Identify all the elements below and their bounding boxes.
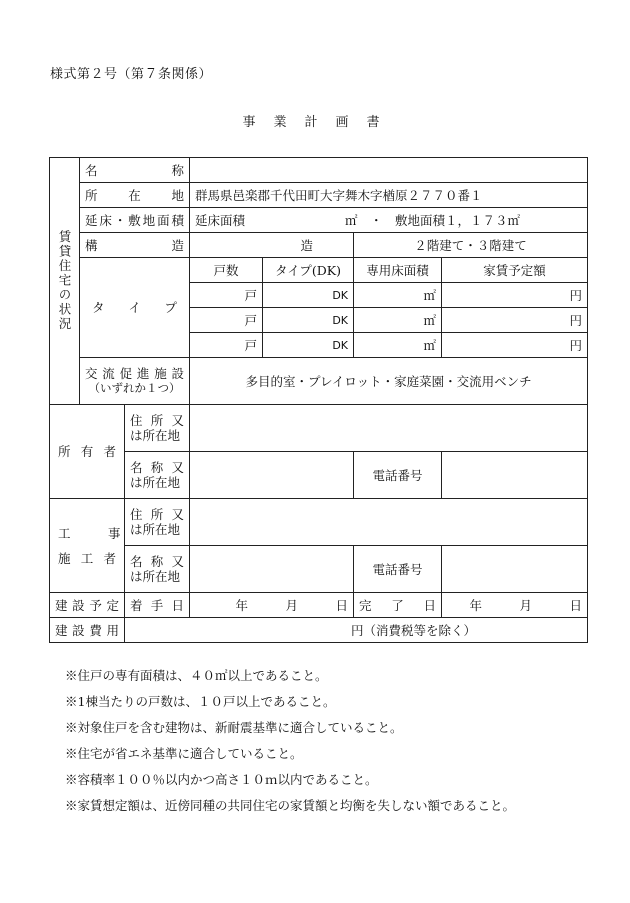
rental-section-label: 賃貸住宅の状況 xyxy=(50,158,80,405)
note-item: ※対象住戸を含む建物は、新耐震基準に適合していること。 xyxy=(65,720,403,735)
structure-label: 構造 xyxy=(80,233,190,258)
cost-label: 建設費用 xyxy=(50,618,125,643)
end-date-field[interactable]: 年 月 日 xyxy=(442,593,588,618)
builder-address-label xyxy=(125,499,190,546)
type-cell[interactable]: DK xyxy=(263,308,354,333)
note-item: ※容積率１００％以内かつ高さ１０ｍ以内であること。 xyxy=(65,772,378,787)
builder-address-field[interactable] xyxy=(190,499,588,546)
end-date-label: 完了日 xyxy=(354,593,442,618)
facility-label-note: （いずれか１つ） xyxy=(88,381,181,395)
builder-address-label-line1: 住所又 xyxy=(130,507,185,522)
structure-field[interactable]: 造 xyxy=(190,233,354,258)
type-cell[interactable]: DK xyxy=(263,283,354,308)
page-title: 事業計画書 xyxy=(242,115,398,130)
notes-list xyxy=(65,663,515,819)
note-item: ※1棟当たりの戸数は、１０戸以上であること。 xyxy=(65,694,336,709)
note-item: ※住宅が省エネ基準に適合していること。 xyxy=(65,746,303,761)
location-label: 所在地 xyxy=(80,183,190,208)
units-cell[interactable]: 戸 xyxy=(190,283,263,308)
builder-label-line1: 工 事 xyxy=(58,525,121,541)
note-item: ※家賃想定額は、近傍同種の共同住宅の家賃額と均衡を失しない額であること。 xyxy=(65,798,516,813)
owner-name-label-line1: 名称又 xyxy=(130,460,185,475)
owner-name-label xyxy=(125,452,190,499)
col-rent-header: 家賃予定額 xyxy=(442,258,588,283)
builder-phone-label: 電話番号 xyxy=(354,546,442,593)
start-date-field[interactable]: 年 月 日 xyxy=(190,593,354,618)
owner-phone-field[interactable] xyxy=(442,452,588,499)
col-units-header: 戸数 xyxy=(190,258,263,283)
col-type-header: タイプ(DK) xyxy=(263,258,354,283)
area-cell[interactable]: ㎡ xyxy=(354,308,442,333)
owner-name-field[interactable] xyxy=(190,452,354,499)
cost-field[interactable]: 円（消費税等を除く） xyxy=(125,618,588,643)
schedule-label: 建設予定 xyxy=(50,593,125,618)
rent-cell[interactable]: 円 xyxy=(442,308,588,333)
builder-address-label-line2: は所在地 xyxy=(130,522,181,537)
builder-name-label xyxy=(125,546,190,593)
units-cell[interactable]: 戸 xyxy=(190,333,263,358)
builder-label xyxy=(50,499,125,593)
facility-field[interactable]: 多目的室・プレイロット・家庭菜園・交流用ベンチ xyxy=(190,358,588,405)
owner-name-label-line2: は所在地 xyxy=(130,475,181,490)
owner-phone-label: 電話番号 xyxy=(354,452,442,499)
owner-label: 所有者 xyxy=(50,405,125,499)
owner-address-label-line2: は所在地 xyxy=(130,428,181,443)
form-number: 様式第２号（第７条関係） xyxy=(50,67,213,82)
area-cell[interactable]: ㎡ xyxy=(354,333,442,358)
name-field[interactable] xyxy=(190,158,588,183)
rent-cell[interactable]: 円 xyxy=(442,333,588,358)
owner-address-label xyxy=(125,405,190,452)
units-cell[interactable]: 戸 xyxy=(190,308,263,333)
builder-name-label-line2: は所在地 xyxy=(130,569,181,584)
owner-address-label-line1: 住所又 xyxy=(130,413,185,428)
start-date-label: 着手日 xyxy=(125,593,190,618)
note-item: ※住戸の専有面積は、４０㎡以上であること。 xyxy=(65,668,328,683)
builder-phone-field[interactable] xyxy=(442,546,588,593)
facility-label xyxy=(80,358,190,405)
rent-cell[interactable]: 円 xyxy=(442,283,588,308)
type-cell[interactable]: DK xyxy=(263,333,354,358)
location-field[interactable]: 群馬県邑楽郡千代田町大字舞木字楢原２７７０番１ xyxy=(190,183,588,208)
facility-label-text: 交流促進施設 xyxy=(85,366,185,381)
area-field[interactable]: 延床面積 ㎡ ・ 敷地面積１，１７３㎡ xyxy=(190,208,588,233)
area-label: 延床・敷地面積 xyxy=(80,208,190,233)
owner-address-field[interactable] xyxy=(190,405,588,452)
builder-name-field[interactable] xyxy=(190,546,354,593)
type-label: タイプ xyxy=(80,258,190,358)
name-label: 名称 xyxy=(80,158,190,183)
business-plan-table xyxy=(49,157,588,643)
col-floor-area-header: 専用床面積 xyxy=(354,258,442,283)
floors-field[interactable]: ２階建て・３階建て xyxy=(354,233,588,258)
builder-label-line2: 施 工 者 xyxy=(58,550,116,566)
builder-name-label-line1: 名称又 xyxy=(130,554,185,569)
area-cell[interactable]: ㎡ xyxy=(354,283,442,308)
